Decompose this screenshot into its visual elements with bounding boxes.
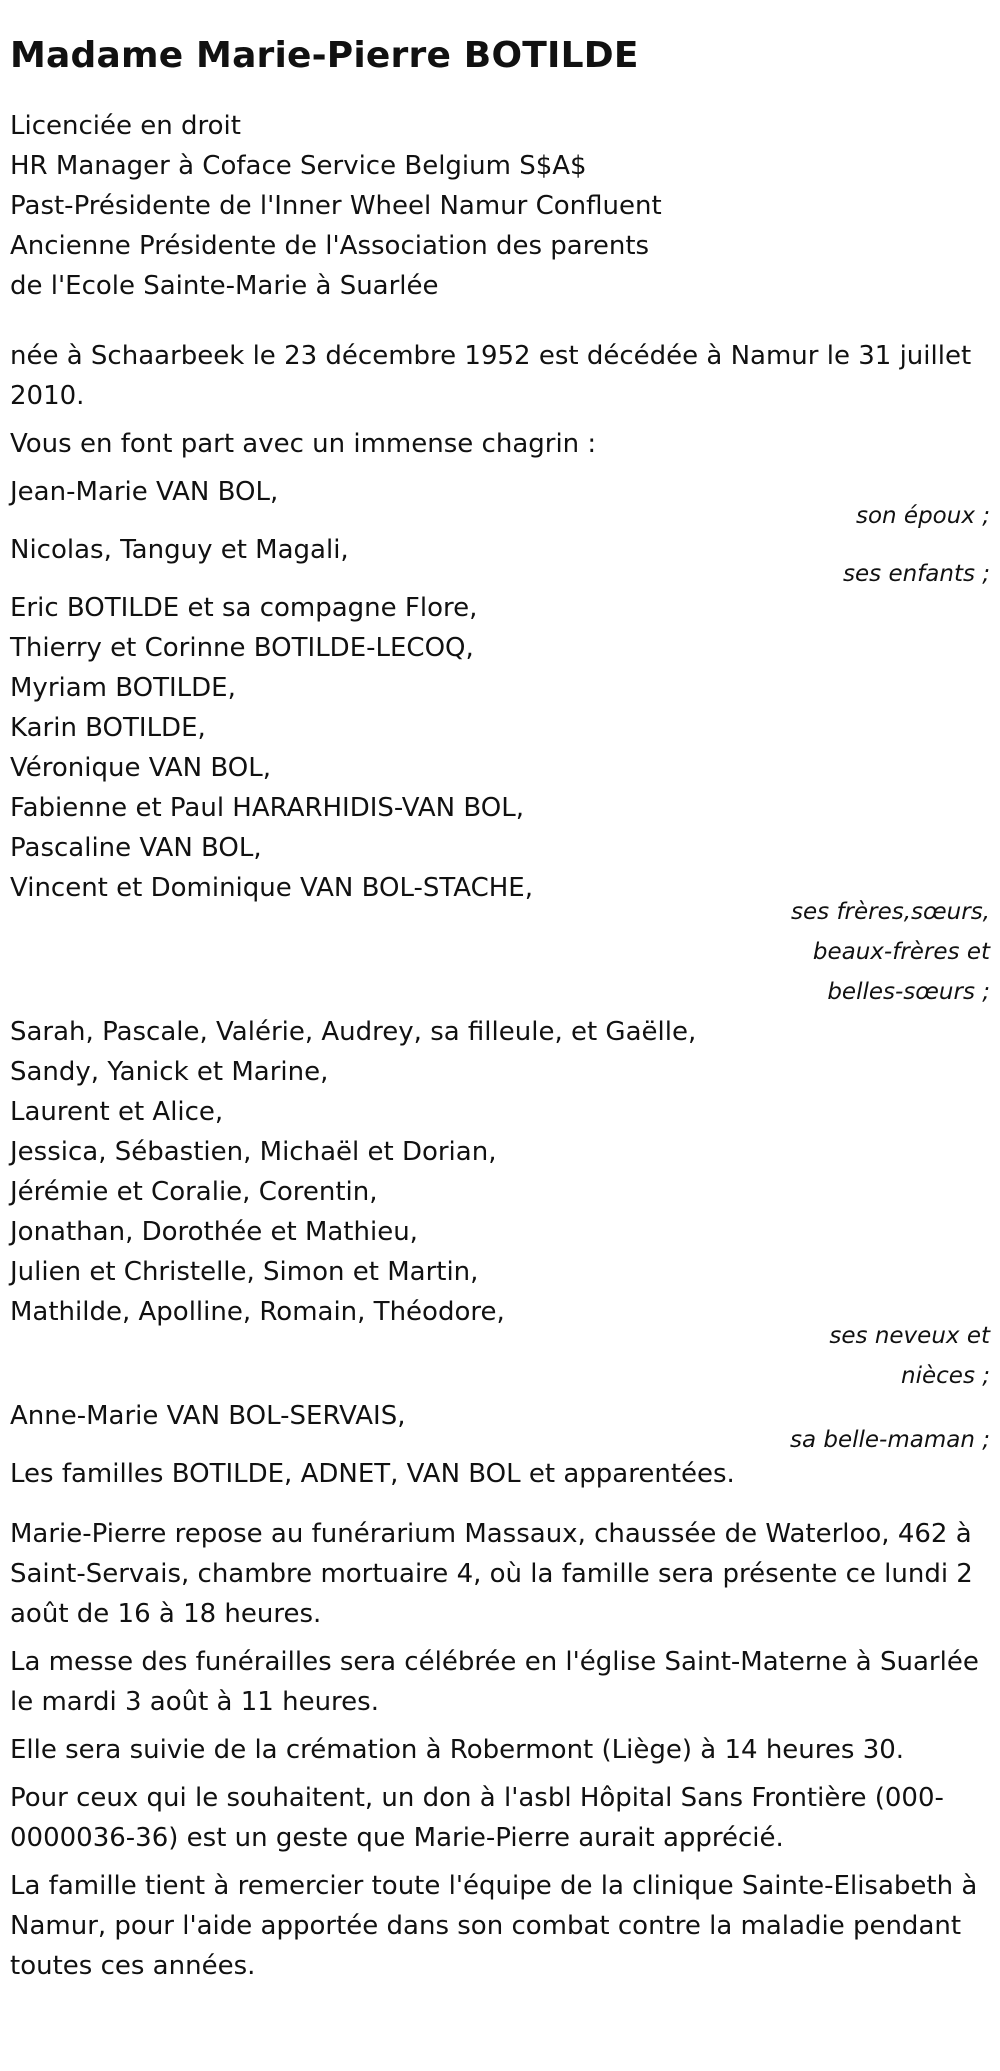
spouse-role: son époux ;: [855, 503, 990, 529]
families-line: Les familles BOTILDE, ADNET, VAN BOL et apparentées.: [10, 1459, 735, 1489]
sibling-line: Karin BOTILDE,: [10, 713, 206, 743]
sibling-line: Eric BOTILDE et sa compagne Flore,: [10, 593, 478, 623]
nephew-line: Jérémie et Coralie, Corentin,: [10, 1177, 378, 1207]
deceased-titles: [10, 106, 990, 306]
title-line: de l'Ecole Sainte-Marie à Suarlée: [10, 271, 439, 301]
family-children: [10, 530, 990, 594]
siblings-role: beaux-frères et: [812, 939, 990, 965]
sibling-line: Pascaline VAN BOL,: [10, 833, 262, 863]
nephew-line: Julien et Christelle, Simon et Martin,: [10, 1257, 479, 1287]
family-mother-in-law: [10, 1396, 990, 1460]
family-spouse: [10, 472, 990, 536]
title-line: HR Manager à Coface Service Belgium S$A$: [10, 151, 587, 181]
spouse-name: Jean-Marie VAN BOL,: [10, 477, 279, 507]
nephew-line: Sarah, Pascale, Valérie, Audrey, sa filleule, et Gaëlle,: [10, 1017, 697, 1047]
sibling-line: Myriam BOTILDE,: [10, 673, 236, 703]
title-line: Past-Présidente de l'Inner Wheel Namur Confluent: [10, 191, 662, 221]
children-names: Nicolas, Tanguy et Magali,: [10, 535, 349, 565]
cremation-paragraph: Elle sera suivie de la crémation à Robermont (Liège) à 14 heures 30.: [10, 1735, 905, 1765]
mass-paragraph: La messe des funérailles sera célébrée en l'église Saint-Materne à Suarlée le mardi 3 août à 11 heures.: [10, 1647, 979, 1717]
sibling-line: Thierry et Corinne BOTILDE-LECOQ,: [10, 633, 474, 663]
sibling-line: Vincent et Dominique VAN BOL-STACHE,: [10, 873, 533, 903]
nephew-line: Jonathan, Dorothée et Mathieu,: [10, 1217, 418, 1247]
nephews-role: nièces ;: [901, 1363, 990, 1389]
thanks-paragraph: La famille tient à remercier toute l'équipe de la clinique Sainte-Elisabeth à Namur, pour l'aide apportée dans son combat contre la maladie pendant toutes ces années.: [10, 1871, 978, 1981]
nephew-line: Laurent et Alice,: [10, 1097, 224, 1127]
mother-in-law-role: sa belle-maman ;: [789, 1427, 990, 1453]
announcement-text: Vous en font part avec un immense chagrin :: [10, 429, 597, 459]
mother-in-law-name: Anne-Marie VAN BOL-SERVAIS,: [10, 1401, 406, 1431]
page-title: Madame Marie-Pierre BOTILDE: [10, 35, 639, 76]
nephew-line: Sandy, Yanick et Marine,: [10, 1057, 329, 1087]
siblings-role: ses frères,sœurs,: [791, 899, 990, 925]
nephew-line: Jessica, Sébastien, Michaël et Dorian,: [10, 1137, 497, 1167]
siblings-role: belles-sœurs ;: [827, 979, 990, 1005]
family-nephews: [10, 1012, 990, 1396]
wake-paragraph: Marie-Pierre repose au funérarium Massaux, chaussée de Waterloo, 462 à Saint-Servais, chambre mortuaire 4, où la famille sera présente ce lundi 2 août de 16 à 18 heures.: [10, 1519, 973, 1629]
nephews-role: ses neveux et: [829, 1323, 990, 1349]
birth-death-text: née à Schaarbeek le 23 décembre 1952 est décédée à Namur le 31 juillet 2010.: [10, 341, 972, 411]
sibling-line: Véronique VAN BOL,: [10, 753, 271, 783]
nephew-line: Mathilde, Apolline, Romain, Théodore,: [10, 1297, 505, 1327]
family-siblings: [10, 588, 990, 1012]
sibling-line: Fabienne et Paul HARARHIDIS-VAN BOL,: [10, 793, 524, 823]
children-role: ses enfants ;: [843, 561, 990, 587]
title-line: Ancienne Présidente de l'Association des parents: [10, 231, 650, 261]
donation-paragraph: Pour ceux qui le souhaitent, un don à l'asbl Hôpital Sans Frontière (000-0000036-36) est un geste que Marie-Pierre aurait apprécié.: [10, 1783, 944, 1853]
title-line: Licenciée en droit: [10, 111, 241, 141]
